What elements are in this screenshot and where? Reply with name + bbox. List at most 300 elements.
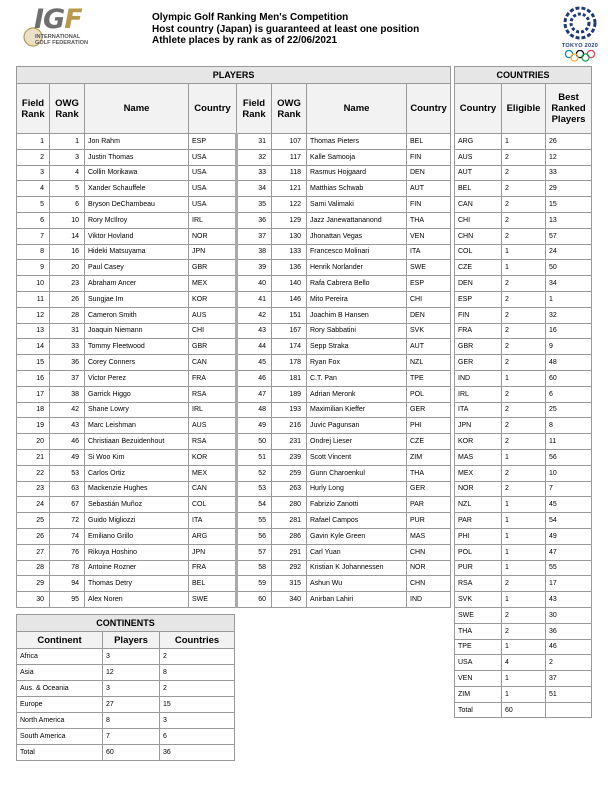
players-cell: JPN [189,244,237,260]
countries-cell: AUS [455,149,502,165]
players-cell: 40 [237,276,272,292]
players-cell: 5 [50,181,85,197]
players-row [17,323,451,339]
players-cell: USA [189,181,237,197]
players-cell: Viktor Hovland [85,228,189,244]
players-cell: 14 [17,339,50,355]
countries-cell: RSA [455,576,502,592]
players-cell: Henrik Norlander [307,260,407,276]
countries-row [455,307,592,323]
players-cell: ARG [189,528,237,544]
players-row [17,434,451,450]
players-cell: 39 [237,260,272,276]
countries-cell: 55 [546,560,592,576]
players-cell: 122 [272,197,307,213]
players-row [17,592,451,608]
players-cell: 28 [17,560,50,576]
players-cell: Ondrej Lieser [307,434,407,450]
countries-cell: 2 [502,165,546,181]
players-cell: Rikuya Hoshino [85,544,189,560]
countries-cell: KOR [455,434,502,450]
countries-row [455,260,592,276]
players-cell: JPN [189,544,237,560]
olympic-rings-icon [564,50,596,62]
players-cell: PUR [407,513,451,529]
countries-cell: 2 [502,323,546,339]
players-cell: 146 [272,291,307,307]
players-cell: Hideki Matsuyama [85,244,189,260]
countries-cell: 2 [502,418,546,434]
players-cell: Ryan Fox [307,355,407,371]
players-cell: Scott Vincent [307,449,407,465]
continents-cell: 8 [160,665,235,681]
players-cell: Marc Leishman [85,418,189,434]
countries-cell: 30 [546,607,592,623]
players-cell: 4 [50,165,85,181]
countries-cell: 46 [546,639,592,655]
continents-cell: 8 [103,713,160,729]
countries-row [455,528,592,544]
players-cell: 34 [237,181,272,197]
countries-row [455,655,592,671]
players-cell: 286 [272,528,307,544]
players-cell: 28 [50,307,85,323]
players-cell: 13 [17,323,50,339]
countries-cell: 2 [502,307,546,323]
players-cell: Rafa Cabrera Bello [307,276,407,292]
countries-row [455,592,592,608]
players-cell: 174 [272,339,307,355]
countries-row [455,149,592,165]
countries-row [455,276,592,292]
players-cell: ESP [189,134,237,150]
players-column-header: Name [85,84,189,134]
header-line-3: Athlete places by rank as of 22/06/2021 [152,35,338,46]
players-cell: 78 [50,560,85,576]
players-cell: 133 [272,244,307,260]
players-cell: Sami Valimaki [307,197,407,213]
players-cell: GBR [189,260,237,276]
players-column-header: Field Rank [237,84,272,134]
countries-row [455,181,592,197]
countries-cell: SWE [455,607,502,623]
players-cell: Kalle Samooja [307,149,407,165]
countries-cell: FIN [455,307,502,323]
countries-cell: 57 [546,228,592,244]
players-cell: FIN [407,197,451,213]
players-cell: USA [189,149,237,165]
players-cell: 4 [17,181,50,197]
players-cell: CHI [407,291,451,307]
countries-row [455,702,592,718]
players-cell: 47 [237,386,272,402]
countries-row [455,671,592,687]
players-column-header: OWG Rank [272,84,307,134]
countries-cell: 1 [502,260,546,276]
countries-cell: 1 [502,686,546,702]
players-cell: Collin Morikawa [85,165,189,181]
players-cell: Xander Schauffele [85,181,189,197]
players-cell: Ashun Wu [307,576,407,592]
continents-cell: 2 [160,681,235,697]
players-cell: 32 [237,149,272,165]
countries-cell: 12 [546,149,592,165]
countries-cell: BEL [455,181,502,197]
countries-cell: 7 [546,481,592,497]
countries-cell: POL [455,544,502,560]
players-cell: IND [407,592,451,608]
countries-cell: 60 [502,702,546,718]
countries-cell: AUT [455,165,502,181]
players-cell: Gavin Kyle Green [307,528,407,544]
countries-cell: 29 [546,181,592,197]
players-cell: Garrick Higgo [85,386,189,402]
countries-cell: 2 [502,291,546,307]
players-cell: IRL [189,402,237,418]
players-cell: Rory McIlroy [85,212,189,228]
countries-cell: SVK [455,592,502,608]
players-row [17,228,451,244]
players-cell: 107 [272,134,307,150]
players-row [17,276,451,292]
players-cell: 193 [272,402,307,418]
continents-row [17,649,235,665]
countries-cell: 50 [546,260,592,276]
players-cell: 60 [237,592,272,608]
players-cell: 167 [272,323,307,339]
players-cell: THA [407,212,451,228]
players-cell: 31 [237,134,272,150]
players-cell: Rory Sabbatini [307,323,407,339]
players-row [17,339,451,355]
countries-cell: PHI [455,528,502,544]
players-cell: 291 [272,544,307,560]
players-cell: AUS [189,307,237,323]
players-cell: Sebastián Muñoz [85,497,189,513]
players-row [17,576,451,592]
players-cell: 31 [50,323,85,339]
players-cell: 231 [272,434,307,450]
players-row [17,134,451,150]
players-cell: Carl Yuan [307,544,407,560]
players-cell: 10 [17,276,50,292]
players-cell: 16 [50,244,85,260]
countries-cell: 2 [502,212,546,228]
continents-cell: 6 [160,729,235,745]
continents-cell: Asia [17,665,103,681]
players-cell: NZL [407,355,451,371]
countries-cell: 56 [546,449,592,465]
countries-row [455,165,592,181]
continents-cell: Europe [17,697,103,713]
countries-cell: IND [455,370,502,386]
countries-cell: 1 [502,497,546,513]
players-cell: FRA [189,370,237,386]
countries-cell: 36 [546,623,592,639]
countries-column-header: Eligible [502,84,546,134]
players-cell: 76 [50,544,85,560]
players-cell: BEL [189,576,237,592]
continents-column-header: Countries [160,632,235,649]
countries-cell: 2 [502,149,546,165]
players-row [17,197,451,213]
players-cell: Mackenzie Hughes [85,481,189,497]
players-cell: 63 [50,481,85,497]
tokyo-wordmark: TOKYO 2020 [561,43,599,49]
countries-cell: 10 [546,465,592,481]
countries-cell: JPN [455,418,502,434]
countries-cell: 1 [502,449,546,465]
players-row [17,497,451,513]
countries-cell: 1 [502,370,546,386]
players-cell: 121 [272,181,307,197]
continents-cell: South America [17,729,103,745]
players-row [17,402,451,418]
countries-cell: ARG [455,134,502,150]
continents-cell: Aus. & Oceania [17,681,103,697]
countries-cell: NOR [455,481,502,497]
players-row [17,528,451,544]
players-cell: AUT [407,339,451,355]
countries-cell: ESP [455,291,502,307]
continents-cell: 36 [160,745,235,761]
players-cell: 53 [237,481,272,497]
players-cell: 14 [50,228,85,244]
players-cell: Joaquin Niemann [85,323,189,339]
countries-cell: 16 [546,323,592,339]
players-row [17,449,451,465]
countries-cell: PAR [455,513,502,529]
countries-row [455,560,592,576]
continents-row [17,697,235,713]
countries-cell: ZIM [455,686,502,702]
players-cell: 178 [272,355,307,371]
countries-cell: 2 [502,339,546,355]
players-cell: 216 [272,418,307,434]
players-cell: 6 [50,197,85,213]
countries-row [455,402,592,418]
countries-row [455,449,592,465]
players-cell: KOR [189,291,237,307]
countries-cell: CAN [455,197,502,213]
header-line-1: Olympic Golf Ranking Men's Competition [152,12,349,23]
players-cell: 30 [17,592,50,608]
tokyo-2020-logo [557,4,603,60]
players-cell: NOR [407,560,451,576]
players-cell: 43 [50,418,85,434]
countries-cell: 1 [502,513,546,529]
players-cell: Abraham Ancer [85,276,189,292]
players-cell: 7 [17,228,50,244]
players-cell: CAN [189,481,237,497]
players-cell: 58 [237,560,272,576]
countries-cell: 37 [546,671,592,687]
players-cell: ZIM [407,449,451,465]
continents-row [17,681,235,697]
continents-cell: 15 [160,697,235,713]
countries-cell: 2 [502,402,546,418]
players-cell: CHN [407,576,451,592]
countries-cell: 1 [502,244,546,260]
players-cell: 43 [237,323,272,339]
continents-row [17,729,235,745]
countries-cell: Total [455,702,502,718]
countries-cell: CHN [455,228,502,244]
countries-cell: MEX [455,465,502,481]
players-cell: Kristian K Johannessen [307,560,407,576]
players-cell: PHI [407,418,451,434]
players-row [17,513,451,529]
continents-cell: 3 [160,713,235,729]
countries-row [455,544,592,560]
players-row [17,418,451,434]
players-cell: 1 [17,134,50,150]
players-cell: AUS [189,418,237,434]
countries-row [455,639,592,655]
countries-cell: 1 [546,291,592,307]
players-cell: Shane Lowry [85,402,189,418]
players-cell: 44 [237,339,272,355]
players-row [17,244,451,260]
countries-cell: 2 [502,228,546,244]
players-cell: 38 [50,386,85,402]
players-cell: 19 [17,418,50,434]
countries-cell: CZE [455,260,502,276]
players-cell: IRL [189,212,237,228]
players-cell: 37 [50,370,85,386]
countries-cell: DEN [455,276,502,292]
players-cell: 9 [17,260,50,276]
players-cell: Anirban Lahiri [307,592,407,608]
players-cell: 52 [237,465,272,481]
players-column-header: Country [189,84,237,134]
players-cell: 15 [17,355,50,371]
countries-cell: 47 [546,544,592,560]
countries-cell: 1 [502,134,546,150]
players-cell: 36 [237,212,272,228]
players-cell: ITA [407,244,451,260]
countries-cell: 51 [546,686,592,702]
continents-column-header: Players [103,632,160,649]
players-column-header: Name [307,84,407,134]
players-cell: Jazz Janewattananond [307,212,407,228]
countries-row [455,418,592,434]
players-cell: 46 [50,434,85,450]
players-cell: DEN [407,165,451,181]
players-cell: GER [407,402,451,418]
players-cell: Thomas Pieters [307,134,407,150]
players-cell: Emiliano Grillo [85,528,189,544]
players-cell: Adrian Meronk [307,386,407,402]
countries-row [455,212,592,228]
players-cell: 26 [50,291,85,307]
players-row [17,370,451,386]
players-column-header: Field Rank [17,84,50,134]
players-cell: Fabrizio Zanotti [307,497,407,513]
players-row [17,181,451,197]
countries-row [455,607,592,623]
players-table [16,66,451,608]
players-cell: 315 [272,576,307,592]
players-cell: 36 [50,355,85,371]
players-cell: 12 [17,307,50,323]
players-cell: 38 [237,244,272,260]
players-cell: Antoine Rozner [85,560,189,576]
players-cell: 35 [237,197,272,213]
players-cell: 41 [237,291,272,307]
players-cell: COL [189,497,237,513]
players-row [17,149,451,165]
players-cell: 54 [237,497,272,513]
players-cell: BEL [407,134,451,150]
continents-title: CONTINENTS [17,615,235,632]
countries-cell: GER [455,355,502,371]
countries-cell: 1 [502,560,546,576]
players-cell: 2 [17,149,50,165]
countries-cell: 15 [546,197,592,213]
header-line-2: Host country (Japan) is guaranteed at least one position [152,23,420,35]
players-cell: MEX [189,276,237,292]
countries-cell: 1 [502,528,546,544]
document-header [152,12,419,47]
players-cell: 22 [17,465,50,481]
players-cell: FIN [407,149,451,165]
countries-cell: 2 [502,197,546,213]
players-cell: Guido Migliozzi [85,513,189,529]
players-cell: 46 [237,370,272,386]
countries-row [455,434,592,450]
players-cell: 50 [237,434,272,450]
players-cell: 129 [272,212,307,228]
players-cell: 6 [17,212,50,228]
countries-cell: COL [455,244,502,260]
countries-cell: 2 [502,355,546,371]
players-cell: Si Woo Kim [85,449,189,465]
players-cell: Sungjae Im [85,291,189,307]
players-cell: 280 [272,497,307,513]
countries-cell: MAS [455,449,502,465]
countries-cell: 48 [546,355,592,371]
countries-cell: 8 [546,418,592,434]
players-cell: 53 [50,465,85,481]
countries-cell: CHI [455,212,502,228]
players-cell: CZE [407,434,451,450]
players-cell: 136 [272,260,307,276]
players-cell: 24 [17,497,50,513]
countries-row [455,497,592,513]
players-cell: Thomas Detry [85,576,189,592]
players-cell: Carlos Ortiz [85,465,189,481]
countries-cell: FRA [455,323,502,339]
players-column-header: Country [407,84,451,134]
countries-cell: NZL [455,497,502,513]
countries-row [455,228,592,244]
players-cell: USA [189,197,237,213]
players-cell: 3 [50,149,85,165]
countries-cell: 32 [546,307,592,323]
players-cell: USA [189,165,237,181]
players-cell: 11 [17,291,50,307]
players-row [17,212,451,228]
countries-cell: THA [455,623,502,639]
countries-row [455,465,592,481]
players-cell: 340 [272,592,307,608]
players-cell: 23 [17,481,50,497]
countries-row [455,355,592,371]
countries-row [455,623,592,639]
countries-cell: 45 [546,497,592,513]
players-cell: Paul Casey [85,260,189,276]
